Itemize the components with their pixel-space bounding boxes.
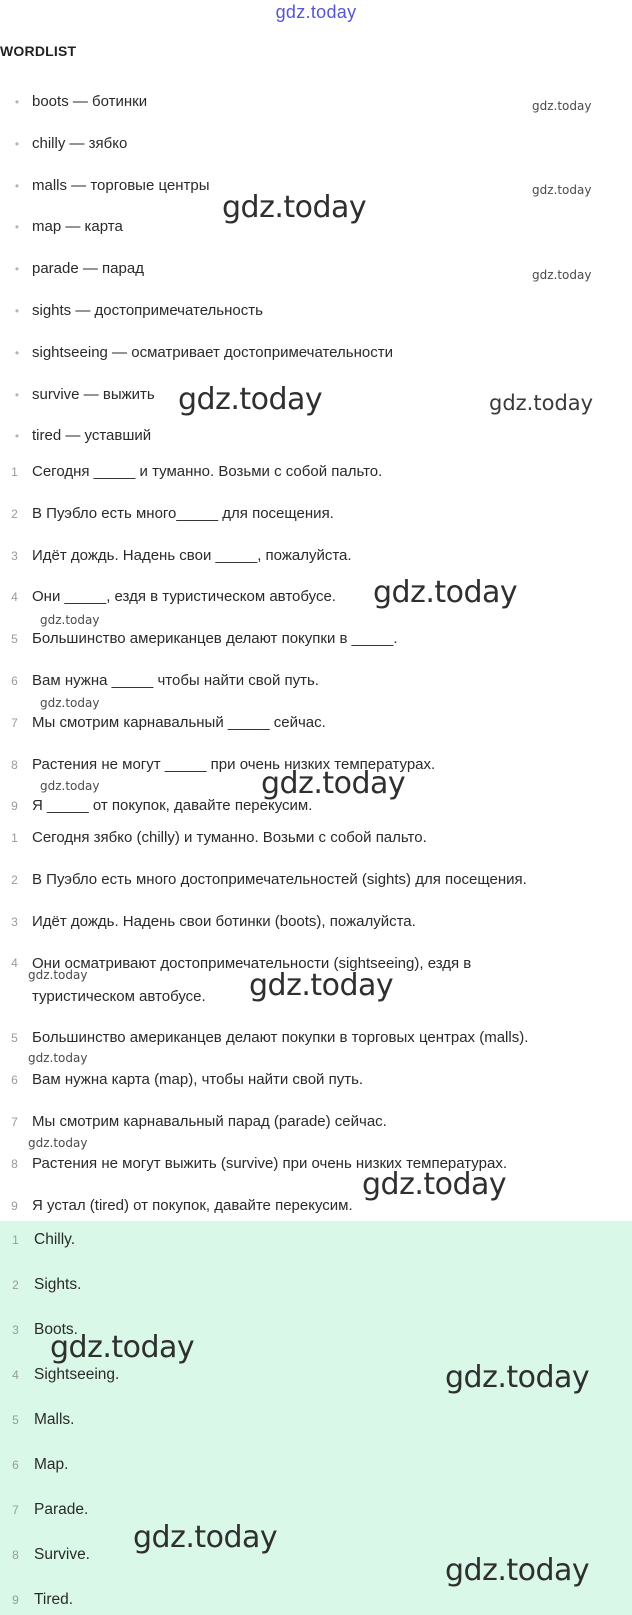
item-number: 4 [11,590,18,605]
word-entry: sights — достопримечательность [32,301,263,319]
answer-text: Malls. [34,1411,75,1428]
exercise-sentence: Они _____, ездя в туристическом автобусе. [32,588,336,606]
item-number: 9 [11,1198,18,1213]
bullet-icon: • [14,220,20,235]
translation-sentence: Мы смотрим карнавальный парад (parade) сейчас. [32,1112,387,1130]
watermark: gdz.today [40,613,100,627]
word-entry: boots — ботинки [32,93,148,110]
word-entry: survive — выжить [32,385,155,403]
item-number: 7 [12,1503,19,1517]
word-entry: chilly — зябко [32,134,128,152]
item-number: 8 [12,1548,19,1562]
exercise-sentence: Вам нужна _____ чтобы найти свой путь. [32,671,319,689]
list-item [0,301,632,343]
bullet-icon: • [14,387,20,402]
exercise-sentence: Идёт дождь. Надень свои _____, пожалуйста. [32,546,352,564]
answer-text: Map. [34,1456,69,1473]
watermark: gdz.today [40,696,100,710]
bullet-icon: • [14,95,20,109]
watermark: gdz.today [178,382,323,417]
exercise-item [0,462,632,504]
item-number: 5 [12,1413,19,1427]
answer-item [0,1275,632,1320]
item-number: 3 [12,1323,19,1337]
exercise-sentence: Большинство американцев делают покупки в _____. [32,630,398,648]
item-number: 6 [11,1073,18,1088]
watermark: gdz.today [445,1360,590,1395]
exercise-sentence: Я _____ от покупок, давайте перекусим. [32,797,313,815]
item-number: 9 [12,1593,19,1607]
item-number: 3 [11,914,18,929]
answer-text: Boots. [34,1321,78,1338]
list-item [0,343,632,385]
word-entry: malls — торговые центры [32,176,210,194]
item-number: 2 [11,872,18,887]
exercise-sentence: Мы смотрим карнавальный _____ сейчас. [32,713,326,731]
word-entry: sightseeing — осматривает достопримечательности [32,343,393,361]
translation-item [0,1028,632,1070]
watermark: gdz.today [28,968,88,982]
translation-sentence: Вам нужна карта (map), чтобы найти свой путь. [32,1071,364,1089]
watermark: gdz.today [532,183,592,197]
exercise-sentence: В Пуэбло есть много_____ для посещения. [32,504,334,522]
item-number: 7 [11,715,18,730]
watermark: gdz.today [362,1167,507,1202]
list-item [0,134,632,176]
exercise-item [0,504,632,546]
answer-item [0,1410,632,1455]
item-number: 4 [12,1368,19,1382]
wordlist-title: WORDLIST [0,43,77,59]
translation-sentence: Они осматривают достопримечательности (sightseeing), ездя в туристическом автобусе. [32,955,472,1006]
translation-item [0,828,632,870]
exercise-sentence: Сегодня _____ и туманно. Возьми с собой пальто. [32,463,383,480]
bullet-icon: • [14,429,20,444]
translation-sentence: Сегодня зябко (chilly) и туманно. Возьми с собой пальто. [32,829,427,846]
item-number: 2 [12,1278,19,1292]
watermark: gdz.today [28,1051,88,1065]
word-entry: map — карта [32,218,123,236]
exercise-item [0,713,632,755]
exercise-sentence: Растения не могут _____ при очень низких температурах. [32,755,436,773]
translation-sentence: Я устал (tired) от покупок, давайте перекусим. [32,1196,353,1214]
bullet-icon: • [14,345,20,360]
answer-text: Parade. [34,1501,89,1518]
answer-item [0,1230,632,1275]
item-number: 2 [11,506,18,521]
item-number: 3 [11,548,18,563]
item-number: 6 [11,673,18,688]
translation-sentence: Растения не могут выжить (survive) при очень низких температурах. [32,1154,507,1172]
item-number: 8 [11,757,18,772]
watermark: gdz.today [532,99,592,113]
watermark: gdz.today [489,391,594,415]
bullet-icon: • [14,262,20,277]
item-number: 4 [11,956,18,971]
watermark: gdz.today [40,779,100,793]
answer-item [0,1500,632,1545]
watermark: gdz.today [249,968,394,1003]
answer-text: Survive. [34,1546,90,1563]
translation-item [0,1154,632,1196]
translation-sentence: В Пуэбло есть много достопримечательностей (sights) для посещения. [32,870,527,888]
watermark: gdz.today [445,1553,590,1588]
watermark-top: gdz.today [275,2,357,22]
translation-sentence: Идёт дождь. Надень свои ботинки (boots), пожалуйста. [32,912,416,930]
watermark: gdz.today [133,1520,278,1555]
watermark: gdz.today [532,268,592,282]
item-number: 1 [11,831,18,845]
item-number: 5 [11,632,18,647]
answer-text: Chilly. [34,1231,76,1248]
answer-text: Sights. [34,1276,82,1293]
word-entry: tired — уставший [32,427,152,445]
item-number: 1 [12,1233,19,1247]
item-number: 6 [12,1458,19,1472]
item-number: 8 [11,1156,18,1171]
exercise-item [0,629,632,671]
translation-item [0,1070,632,1112]
bullet-icon: • [14,303,20,318]
answer-text: Sightseeing. [34,1366,120,1383]
translation-sentence: Большинство американцев делают покупки в торговых центрах (malls). [32,1029,529,1047]
watermark: gdz.today [261,766,406,801]
word-entry: parade — парад [32,260,144,278]
item-number: 1 [11,465,18,479]
translation-item [0,870,632,912]
translation-item [0,1112,632,1154]
exercise-item [0,546,632,588]
watermark: gdz.today [222,190,367,225]
bullet-icon: • [14,178,20,193]
bullet-icon: • [14,136,20,151]
item-number: 7 [11,1114,18,1129]
answer-item [0,1455,632,1500]
watermark: gdz.today [50,1330,195,1365]
answer-text: Tired. [34,1591,74,1608]
watermark: gdz.today [28,1136,88,1150]
watermark: gdz.today [373,575,518,610]
item-number: 5 [11,1031,18,1046]
item-number: 9 [11,799,18,814]
translation-list [0,828,632,1237]
answer-item [0,1590,632,1615]
